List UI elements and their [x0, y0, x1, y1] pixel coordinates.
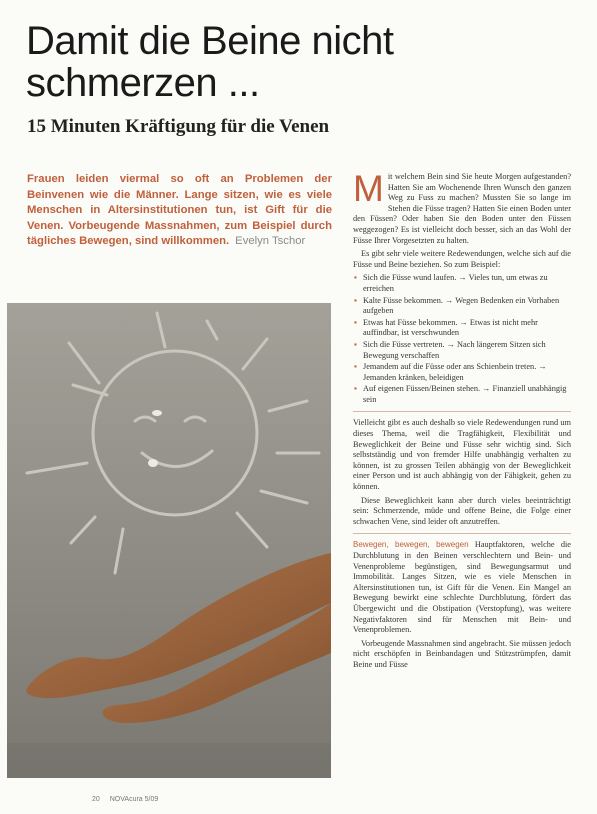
divider: [353, 411, 571, 412]
body-paragraph-6: Vorbeugende Massnahmen sind angebracht. Sie müssen jedoch nicht erschöpfen in Beinbandagen und Stützstrümpfen, damit Beine und Füsse: [353, 638, 571, 669]
body-paragraph-5: [353, 540, 571, 635]
magazine-name: NOVAcura 5/09: [109, 796, 159, 803]
article-author: Evelyn Tschor: [235, 235, 306, 247]
drop-cap: M: [353, 168, 384, 209]
list-item: ▪ Sich die Füsse wund laufen. → Vieles tun, um etwas zu erreichen: [363, 273, 571, 294]
body-paragraph-4: Diese Beweglichkeit kann aber durch vieles beeinträchtigt sein: Schmerzende, müde und offene Beine, die Folge einer schwachen Vene, sind leider oft anzutreffen.: [353, 495, 571, 526]
body-paragraph-3: Vielleicht gibt es auch deshalb so viele Redewendungen rund um dieses Thema, weil die Tragfähigkeit, Flexibilität und Beweglichkeit der Beine und Füsse sehr wichtig sind. Sich selbstständig und von fremder Hilfe unabhängig verhalten zu können, ist zu grossen Teilen abhängig von der Beweglichkeit einer Person und ist auch abhängig von der Fähigkeit, gehen zu können.: [353, 418, 571, 492]
article-body-column: [353, 168, 571, 674]
list-item: ▪ Sich die Füsse vertreten. → Nach längerem Sitzen sich Bewegung verschaffen: [363, 340, 571, 361]
section-heading: Bewegen, bewegen, bewegen: [353, 540, 469, 550]
body-text-1: it welchem Bein sind Sie heute Morgen aufgestanden? Hatten Sie am Wochenende Ihren Wunsch den ganzen Weg zu Fuss zu machen? Mussten Sie so lange im Stehen die Füsse tragen? Hatten Sie einen Boden unter den Füssen? Oder haben Sie den Boden unter den Füssen weggezogen? Es ist vielleicht doch besser, sich an das Wohl der Füsse Ihrer Vorgesetzten zu halten.: [353, 172, 571, 245]
list-item: ▪ Auf eigenen Füssen/Beinen stehen. → Finanziell unabhängig sein: [363, 384, 571, 405]
lead-text: Frauen leiden viermal so oft an Problemen der Beinvenen wie die Männer. Lange sitzen, wie es viele Menschen in Altersinstitutionen tun, ist Gift für die Venen. Vorbeugende Massnahmen, zum Beispiel durch tägliches Bewegen, sind willkommen.: [27, 173, 332, 247]
page-number: 20: [92, 796, 100, 803]
list-item: ▪ Jemandem auf die Füsse oder ans Schienbein treten. → Jemanden kränken, beleidigen: [363, 362, 571, 383]
idiom-list: [353, 273, 571, 405]
article-subtitle: 15 Minuten Kräftigung für die Venen: [27, 116, 330, 137]
sun-sand-legs-photo: [7, 303, 331, 778]
body-paragraph-1: [353, 168, 571, 246]
article-lead: [27, 172, 332, 250]
page-footer: [92, 796, 166, 803]
divider: [353, 533, 571, 534]
list-item: ▪ Kalte Füsse bekommen. → Wegen Bedenken ein Vorhaben aufgeben: [363, 296, 571, 317]
article-title: Damit die Beine nicht schmerzen ...: [26, 19, 394, 105]
body-text-5: Hauptfaktoren, welche die Durchblutung in den Beinen verschlechtern und Bein- und Venenprobleme begünstigen, sind Bewegungsarmut und Immobilität. Langes Sitzen, wie es viele Menschen in Altersinstitutionen tun, ist Gift für die Venen. Ein Mangel an Bewegung bewirkt eine schlechte Durchblutung, fördert das Übergewicht und die Obstipation (Verstopfung), was weitere Negativfaktoren sind für Menschen mit Bein- und Venenproblemen.: [353, 540, 571, 635]
photo-illustration: [7, 303, 331, 778]
list-item: ▪ Etwas hat Füsse bekommen. → Etwas ist nicht mehr auffindbar, ist verschwunden: [363, 318, 571, 339]
body-paragraph-2: Es gibt sehr viele weitere Redewendungen, welche sich auf die Füsse und Beine beziehen. So zum Beispiel:: [353, 249, 571, 269]
